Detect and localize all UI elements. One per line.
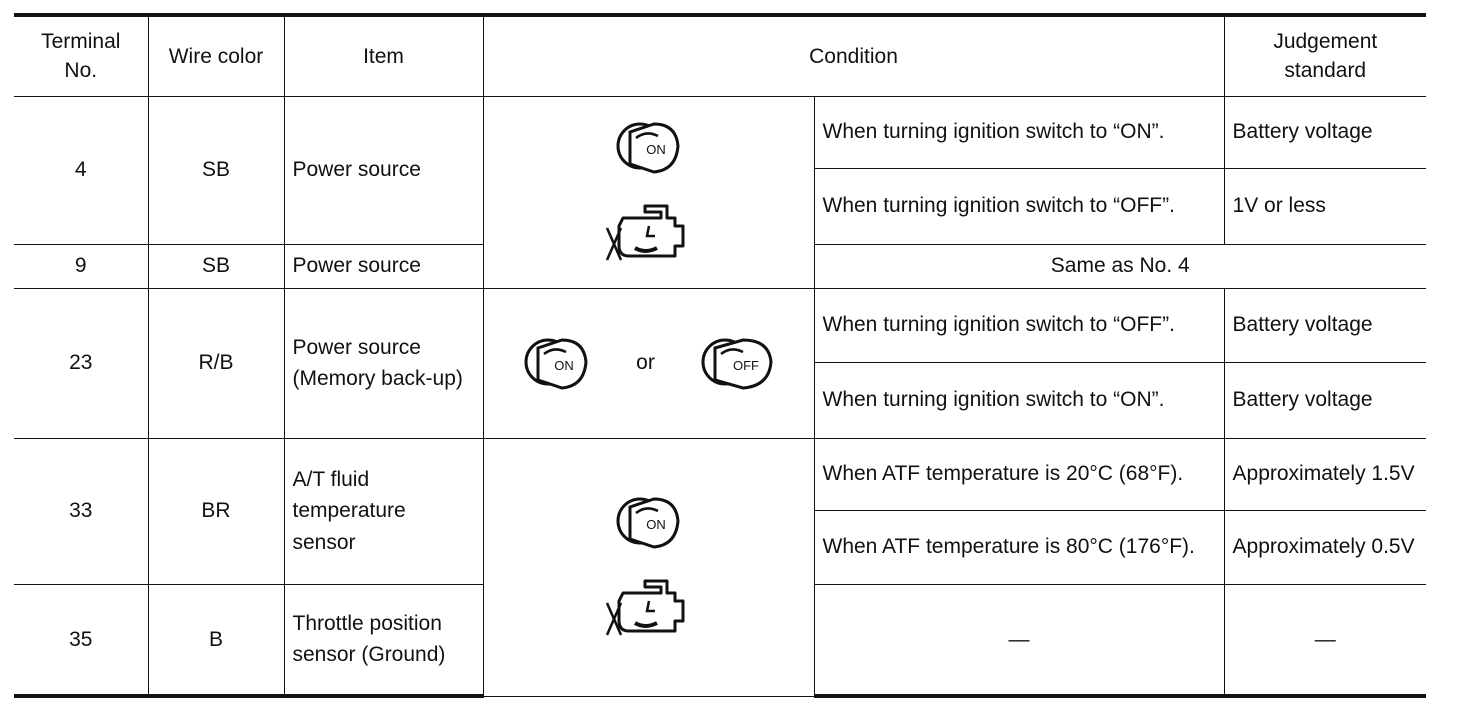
header-terminal-no: Terminal No. [14, 15, 148, 96]
table-row [14, 438, 1426, 510]
condition-cell: When turning ignition switch to “ON”. [814, 96, 1224, 168]
wire-color-cell: SB [148, 244, 284, 288]
condition-icon-cell [483, 288, 814, 438]
table-row [14, 288, 1426, 362]
judgement-cell: Battery voltage [1224, 288, 1426, 362]
terminal-spec-table [14, 13, 1426, 698]
wire-color-cell: BR [148, 438, 284, 584]
svg-text:ON: ON [554, 358, 574, 373]
terminal-cell: 23 [14, 288, 148, 438]
judgement-cell: 1V or less [1224, 168, 1426, 244]
judgement-cell: — [1224, 584, 1426, 696]
item-cell: A/T fluid temperature sensor [284, 438, 483, 584]
judgement-cell: Battery voltage [1224, 96, 1426, 168]
condition-cell: When ATF temperature is 80°C (176°F). [814, 510, 1224, 584]
terminal-cell: 35 [14, 584, 148, 696]
same-as-cell: Same as No. 4 [814, 244, 1426, 288]
wire-color-cell: R/B [148, 288, 284, 438]
engine-stopped-icon [601, 204, 697, 268]
header-item: Item [284, 15, 483, 96]
condition-cell: When turning ignition switch to “OFF”. [814, 168, 1224, 244]
terminal-cell: 9 [14, 244, 148, 288]
condition-icon-cell [483, 96, 814, 288]
svg-text:ON: ON [645, 517, 666, 532]
header-condition: Condition [483, 15, 1224, 96]
item-cell: Power source [284, 244, 483, 288]
condition-cell: — [814, 584, 1224, 696]
condition-cell: When turning ignition switch to “ON”. [814, 362, 1224, 438]
ignition-key-on-icon [522, 332, 592, 394]
ignition-key-on-icon [614, 491, 684, 553]
engine-stopped-icon [601, 579, 697, 643]
ignition-key-on-icon [614, 116, 684, 178]
terminal-cell: 4 [14, 96, 148, 244]
table-row [14, 96, 1426, 168]
judgement-cell: Approximately 0.5V [1224, 510, 1426, 584]
terminal-cell: 33 [14, 438, 148, 584]
item-cell: Power source (Memory back-up) [284, 288, 483, 438]
item-cell: Throttle position sensor (Ground) [284, 584, 483, 696]
header-judgement-standard: Judgement standard [1224, 15, 1426, 96]
judgement-cell: Approximately 1.5V [1224, 438, 1426, 510]
header-wire-color: Wire color [148, 15, 284, 96]
condition-cell: When turning ignition switch to “OFF”. [814, 288, 1224, 362]
judgement-cell: Battery voltage [1224, 362, 1426, 438]
or-label: or [636, 351, 655, 375]
wire-color-cell: B [148, 584, 284, 696]
item-cell: Power source [284, 96, 483, 244]
ignition-key-off-icon [699, 332, 775, 394]
condition-icon-cell [483, 438, 814, 696]
svg-text:OFF: OFF [732, 358, 759, 373]
wire-color-cell: SB [148, 96, 284, 244]
condition-cell: When ATF temperature is 20°C (68°F). [814, 438, 1224, 510]
svg-text:ON: ON [645, 142, 666, 157]
